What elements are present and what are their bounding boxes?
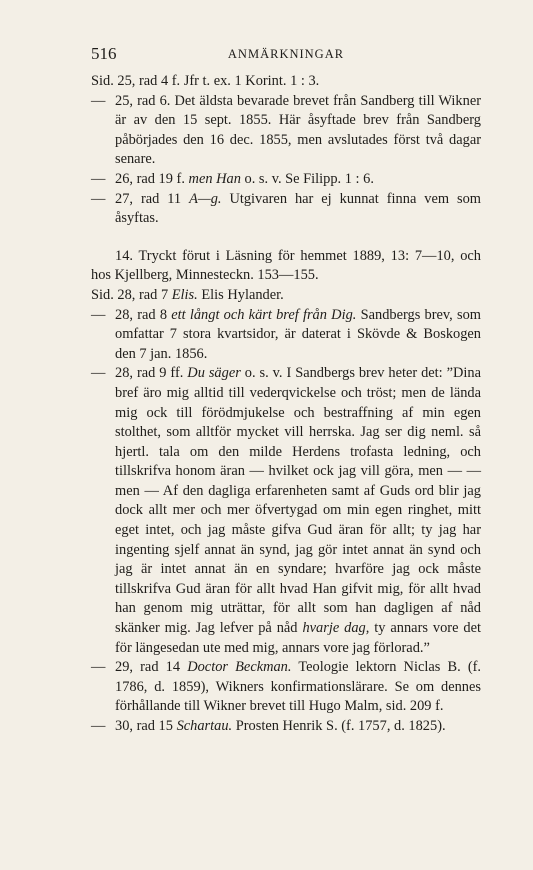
note-text: Jfr t. ex. 1 Korint. 1 : 3.: [183, 73, 320, 89]
section-14: 14. Tryckt förut i Läsning för hemmet 1889, 13: 7—10, och hos Kjellberg, Minnesteckn. 153—155.: [91, 247, 481, 284]
note-entry: — 27, rad 11 A—g. Utgivaren har ej kunnat finna vem som åsyftas.: [91, 190, 482, 227]
note-ref: 30, rad 15: [115, 718, 173, 734]
running-title: ANMÄRKNINGAR: [227, 47, 345, 61]
note-text: o. s. v. I Sandbergs brev heter det: ”Dina bref äro mig alltid till vederqvickelse och tröst; men de lända mig ock till förödmjukelse och bestraffning af min egen stolthet, som alltför mycket vill herrska. Jag ser dig neml. så hjertl. tala om den milde Herdens trofasta ledning, och tillskrifva honom äran — hvilket ock jag vill göra, men — — men — Af den dagliga erfarenheten samt af Guds ord blir jag dock allt mer och mer öfvertygad om min egen ringhet, mitt eget intet, och jag måste gifva Gud äran för allt; ty jag har ingenting sjelf annat än synd, jag gör intet annat än synd och jag är intet annat än en syndare; hvarföre jag ock måste tillskrifva Gud äran för allt hvad Han gifvit mig, för allt hvad han genom mig uträttar, för allt som han dagligen af nåd skänker mig. Jag lefver på nåd: [115, 365, 481, 637]
note-quote: Schartau.: [176, 718, 233, 734]
note-text: Elis Hylander.: [201, 286, 284, 303]
note-ref: 26, rad 19 f.: [115, 170, 185, 187]
note-quote: ett långt och kärt bref från Dig.: [171, 306, 357, 323]
note-quote: men Han: [188, 170, 241, 187]
note-ref: Sid. 25, rad 4 f.: [91, 73, 181, 89]
page-number: 516: [91, 44, 117, 63]
notes-body: [91, 72, 481, 737]
note-ref: 29, rad 14: [115, 659, 181, 676]
note-quote: hvarje dag,: [302, 620, 370, 637]
note-ref: 28, rad 8: [115, 306, 168, 323]
note-text: o. s. v. Se Filipp. 1 : 6.: [244, 170, 374, 187]
note-text: Det äldsta bevarade brevet från Sandberg till Wikner är av den 15 sept. 1855. Här åsyftade brev från Sandberg påbörjades den 16 dec. 1855, men avslutades först två dagar senare.: [115, 92, 481, 168]
note-entry: [91, 286, 481, 306]
page-header: [91, 44, 481, 64]
note-text: Prosten Henrik S. (f. 1757, d. 1825).: [235, 718, 446, 734]
note-quote: A—g.: [189, 190, 222, 207]
note-entry: — 28, rad 9 ff. Du säger o. s. v. I Sandbergs brev heter det: ”Dina bref äro mig alltid till vederqvickelse och tröst; men de lända mig ock till förödmjukelse och bestraffning af min egen stolthet, som alltför mycket vill herrska. Jag ser dig neml. så hjertl. tala om den milde Herdens trofasta ledning, och tillskrifva honom äran — hvilket ock jag vill göra, men — — men — Af den dagliga erfarenheten samt af Guds ord blir jag dock allt mer och mer öfvertygad om min egen ringhet, mitt eget intet, och jag måste gifva Gud äran för allt; ty jag har ingenting sjelf annat än synd, jag gör intet annat än synd och jag är intet annat än en syndare; hvarföre jag ock måste tillskrifva Gud äran för allt hvad Han gifvit mig, för allt hvad han genom mig uträttar, för allt som han dagligen af nåd skänker mig. Jag lefver på nåd hvarje dag, ty annars vore det för längesedan ute med mig, annars vore jag förlorad.”: [91, 365, 481, 656]
note-quote: Du säger: [187, 365, 241, 382]
note-entry: [91, 72, 481, 92]
note-ref: 28, rad 9 ff.: [115, 365, 184, 382]
note-text: ty annars vore det för längesedan ute med mig, annars vore jag förlorad.”: [115, 620, 481, 656]
note-entry: — 29, rad 14 Doctor Beckman. Teologie lektorn Niclas B. (f. 1786, d. 1859), Wikners konfirmationslärare. Se om dennes förhållande till Wikner brevet till Hugo Malm, sid. 209 f.: [91, 659, 481, 715]
note-text: Utgivaren har ej kunnat finna vem som åsyftas.: [115, 190, 482, 227]
note-entry: — 30, rad 15 Schartau. Prosten Henrik S. (f. 1757, d. 1825).: [91, 718, 446, 734]
note-ref: 27, rad 11: [115, 190, 182, 207]
note-entry: — 28, rad 8 ett långt och kärt bref från Dig. Sandbergs brev, som omfattar 7 stora kvartsidor, är daterat i Skövde & Boskogen den 7 jan. 1856.: [91, 306, 481, 362]
note-text: Sandbergs brev, som omfattar 7 stora kvartsidor, är daterat i Skövde & Boskogen den 7 jan. 1856.: [115, 306, 481, 362]
note-entry: — 25, rad 6. Det äldsta bevarade brevet från Sandberg till Wikner är av den 15 sept. 1855. Här åsyftade brev från Sandberg påbörjades den 16 dec. 1855, men avslutades först två dagar senare.: [91, 92, 481, 168]
note-ref: Sid. 28, rad 7: [91, 286, 169, 303]
note-ref: 25, rad 6.: [115, 92, 171, 109]
note-text: Teologie lektorn Niclas B. (f. 1786, d. 1859), Wikners konfirmationslärare. Se om dennes förhållande till Wikner brevet till Hugo Malm, sid. 209 f.: [115, 659, 481, 715]
note-quote: Doctor Beckman.: [187, 659, 292, 676]
note-quote: Elis.: [171, 286, 198, 303]
note-entry: — 26, rad 19 f. men Han o. s. v. Se Filipp. 1 : 6.: [91, 170, 374, 187]
